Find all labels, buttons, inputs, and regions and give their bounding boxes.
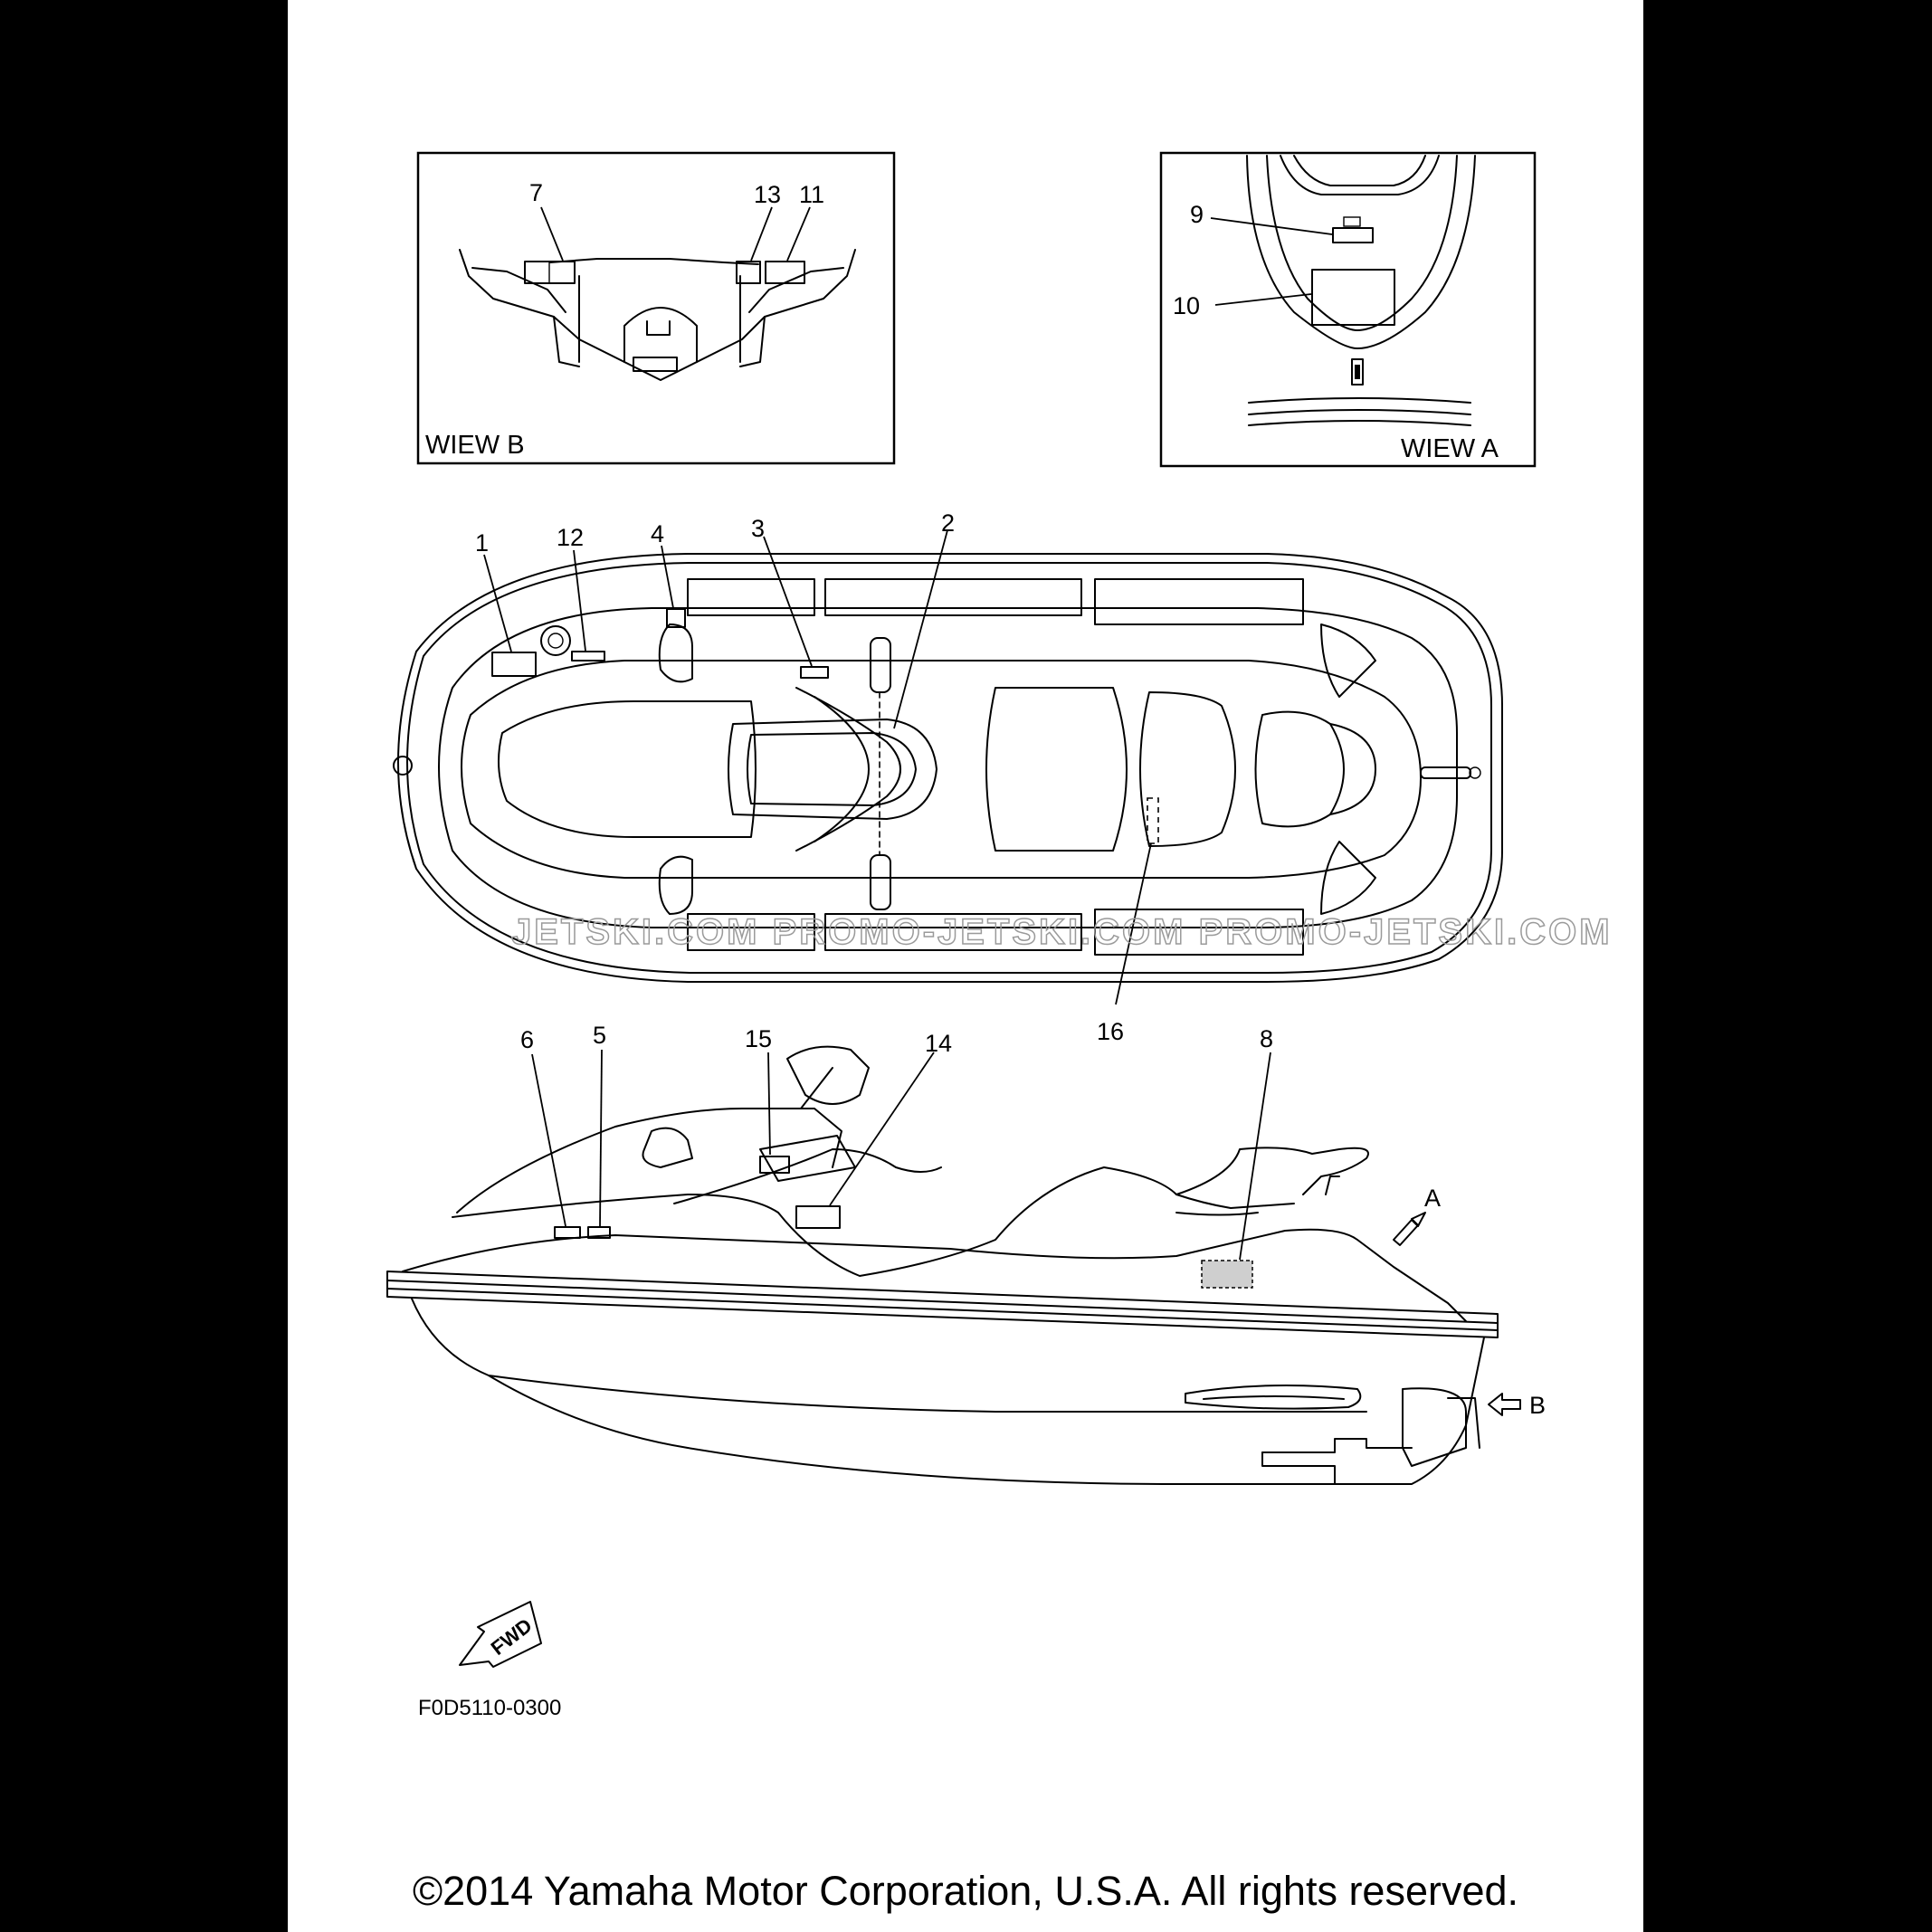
mirrors-top [660,624,692,914]
callout-6: 6 [520,1026,535,1053]
arrow-a-label: A [1424,1185,1442,1212]
copyright-notice: ©2014 Yamaha Motor Corporation, U.S.A. All rights reserved. [412,1868,1519,1914]
callout-5: 5 [593,1022,607,1049]
view-a-inset [1161,153,1535,466]
view-b-title: WIEW B [425,431,525,460]
side-view [387,1022,1546,1484]
callout-12: 12 [557,524,585,551]
callout-10: 10 [1173,292,1201,319]
stern-grab [1421,767,1470,778]
arrow-a [1394,1185,1441,1245]
footwells-top [688,579,1375,955]
label-16-top [1147,798,1158,843]
callout-4: 4 [651,520,665,547]
callout-15: 15 [745,1025,773,1052]
part-number: F0D5110-0300 [418,1696,562,1720]
deck-side [403,1047,1466,1321]
hull-outline-side [387,1271,1498,1484]
label-6-side [555,1227,580,1238]
label-3-top [801,667,828,678]
fwd-label: FWD [486,1613,537,1660]
callout-7: 7 [529,179,544,206]
fwd-indicator [460,1602,541,1667]
callout-9: 9 [1190,201,1204,228]
callout-2: 2 [941,509,956,537]
bow-eye [394,757,412,775]
label-8-side [1202,1261,1252,1288]
callout-16: 16 [1097,1018,1125,1045]
top-view [394,509,1613,1045]
callout-13: 13 [754,181,782,208]
callout-1: 1 [475,529,490,557]
label-12-top [572,652,604,661]
callout-3: 3 [751,515,766,542]
label-15-side [760,1156,789,1173]
view-b-inset [418,153,894,463]
fuel-cap [541,626,570,655]
view-a-title: WIEW A [1401,434,1499,463]
arrow-b [1489,1392,1546,1419]
view-a-frame [1161,153,1535,466]
callout-8: 8 [1260,1025,1274,1052]
label-1-top [492,652,536,676]
arrow-b-label: B [1529,1392,1547,1419]
watermark: JETSKI.COM PROMO-JETSKI.COM PROMO-JETSKI.COM [511,912,1613,952]
callout-11: 11 [799,181,825,208]
label-14-side [796,1206,840,1228]
callout-14: 14 [925,1030,953,1057]
